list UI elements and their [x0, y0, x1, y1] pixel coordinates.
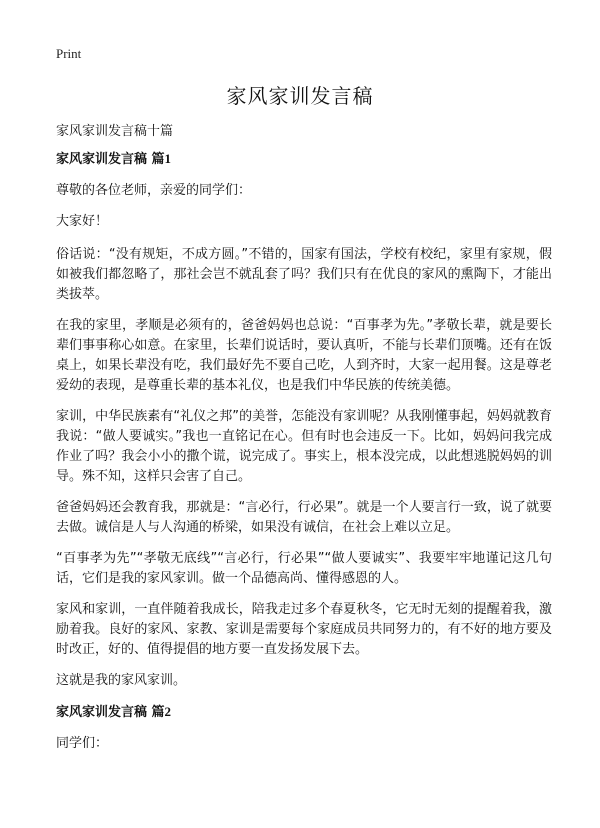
greeting: 大家好！ — [56, 214, 109, 229]
paragraph: 俗话说：“没有规矩，不成方圆。”不错的，国家有国法，学校有校纪，家里有家规，假如被我们都忽略了，那社会岂不就乱套了吗？我们只有在优良的家风的熏陶下，才能出类拔萃。 — [56, 247, 552, 302]
paragraph: 这就是我的家风家训。 — [56, 673, 187, 688]
section-heading-text: 家风家训发言稿 篇 — [56, 705, 165, 720]
page-title: 家风家训发言稿 — [226, 84, 374, 108]
salutation: 同学们： — [56, 736, 109, 751]
section-heading-number: 2 — [164, 704, 172, 719]
salutation: 尊敬的各位老师，亲爱的同学们： — [56, 183, 252, 198]
print-link[interactable]: Print — [56, 46, 82, 61]
paragraph: 爸爸妈妈还会教育我，那就是：“言必行，行必果”。就是一个人要言行一致，说了就要去做。诚信是人与人沟通的桥梁，如果没有诚信，在社会上难以立足。 — [56, 500, 552, 535]
section-heading — [56, 149, 552, 170]
paragraph: 在我的家里，孝顺是必须有的，爸爸妈妈也总说：“百事孝为先。”孝敬长辈，就是要长辈们事事称心如意。在家里，长辈们说话时，要认真听，不能与长辈们顶嘴。还有在饭桌上，如果长辈没有吃，我们最好先不要自己吃，人到齐时，大家一起用餐。这是尊老爱幼的表现，是尊重长辈的基本礼仪，也是我们中华民族的传统美德。 — [56, 318, 552, 393]
section-heading — [56, 702, 552, 723]
paragraph: 家风和家训，一直伴随着我成长，陪我走过多个春夏秋冬，它无时无刻的提醒着我，激励着我。良好的家风、家教、家训是需要每个家庭成员共同努力的，有不好的地方要及时改正，好的、值得提倡的地方要一直发扬发展下去。 — [56, 602, 552, 657]
section-heading-text: 家风家训发言稿 篇 — [56, 152, 165, 167]
section-heading-number: 1 — [164, 151, 172, 166]
document-body — [56, 149, 552, 765]
paragraph: “百事孝为先”“孝敬无底线”“言必行，行必果”“做人要诚实”、我要牢牢地谨记这几句话，它们是我的家风家训。做一个品德高尚、懂得感恩的人。 — [56, 551, 552, 586]
paragraph: 家训，中华民族素有“礼仪之邦”的美誉，怎能没有家训呢？从我刚懂事起，妈妈就教育我说：“做人要诚实。”我也一直铭记在心。但有时也会违反一下。比如，妈妈问我完成作业了吗？我会小小的撒个谎，说完成了。事实上，根本没完成，以此想逃脱妈妈的训导。殊不知，这样只会害了自己。 — [56, 409, 552, 484]
document-subtitle: 家风家训发言稿十篇 — [56, 124, 174, 139]
